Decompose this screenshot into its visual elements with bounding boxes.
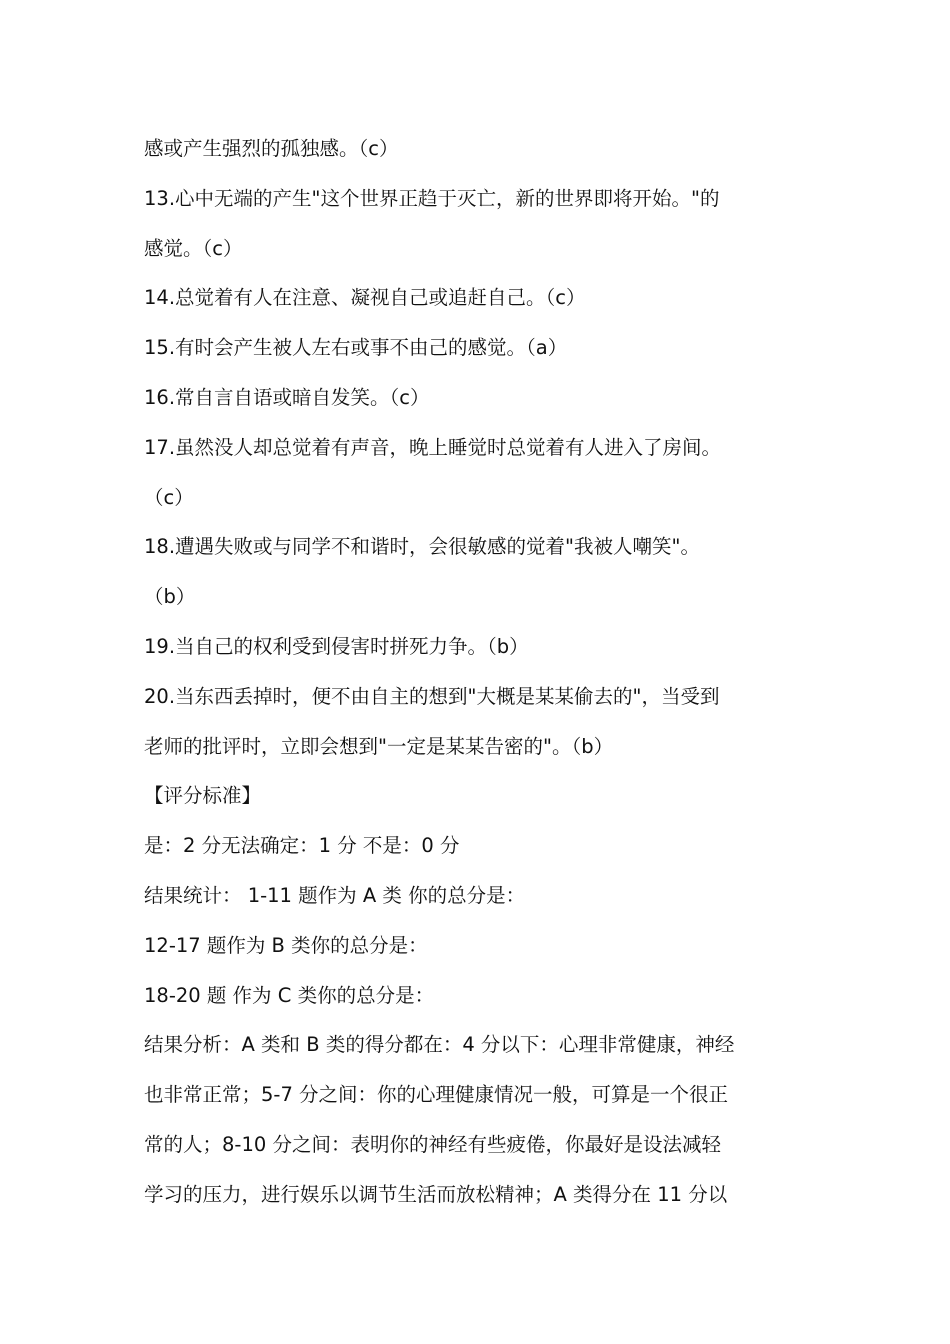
document-body xyxy=(144,124,814,1220)
result-stat-c: 18-20 题 作为 C 类你的总分是： xyxy=(144,983,435,1007)
text-line: （c） xyxy=(144,485,194,509)
result-analysis-line: 学习的压力，进行娱乐以调节生活而放松精神；A 类得分在 11 分以 xyxy=(144,1182,728,1206)
question-19-line: 19.当自己的权利受到侵害时拼死力争。（b） xyxy=(144,634,529,658)
question-16-line: 16.常自言自语或暗自发笑。（c） xyxy=(144,385,430,409)
scoring-heading: 【评分标准】 xyxy=(144,784,262,808)
text-line: 感觉。（c） xyxy=(144,236,243,260)
result-analysis-line: 结果分析：A 类和 B 类的得分都在：4 分以下：心理非常健康，神经 xyxy=(144,1033,735,1057)
question-20-line: 20.当东西丢掉时，便不由自主的想到"大概是某某偷去的"，当受到 xyxy=(144,684,720,708)
question-13-line: 13.心中无端的产生"这个世界正趋于灭亡，新的世界即将开始。"的 xyxy=(144,186,720,210)
result-stat-a: 结果统计： 1-11 题作为 A 类 你的总分是： xyxy=(144,883,526,907)
question-17-line: 17.虽然没人却总觉着有声音，晚上睡觉时总觉着有人进入了房间。 xyxy=(144,435,722,459)
result-analysis-line: 也非常正常；5-7 分之间：你的心理健康情况一般，可算是一个很正 xyxy=(144,1083,729,1107)
text-line: （b） xyxy=(144,585,196,609)
question-18-line: 18.遭遇失败或与同学不和谐时，会很敏感的觉着"我被人嘲笑"。 xyxy=(144,535,700,559)
text-line: 感或产生强烈的孤独感。（c） xyxy=(144,137,399,160)
question-15-line: 15.有时会产生被人左右或事不由己的感觉。（a） xyxy=(144,336,568,360)
text-line: 老师的批评时，立即会想到"一定是某某告密的"。（b） xyxy=(144,734,614,758)
result-stat-b: 12-17 题作为 B 类你的总分是： xyxy=(144,933,428,957)
question-14-line: 14.总觉着有人在注意、凝视自己或追赶自己。（c） xyxy=(144,286,586,310)
result-analysis-line: 常的人；8-10 分之间：表明你的神经有些疲倦，你最好是设法减轻 xyxy=(144,1132,721,1156)
scoring-rule: 是：2 分无法确定：1 分 不是：0 分 xyxy=(144,834,460,858)
